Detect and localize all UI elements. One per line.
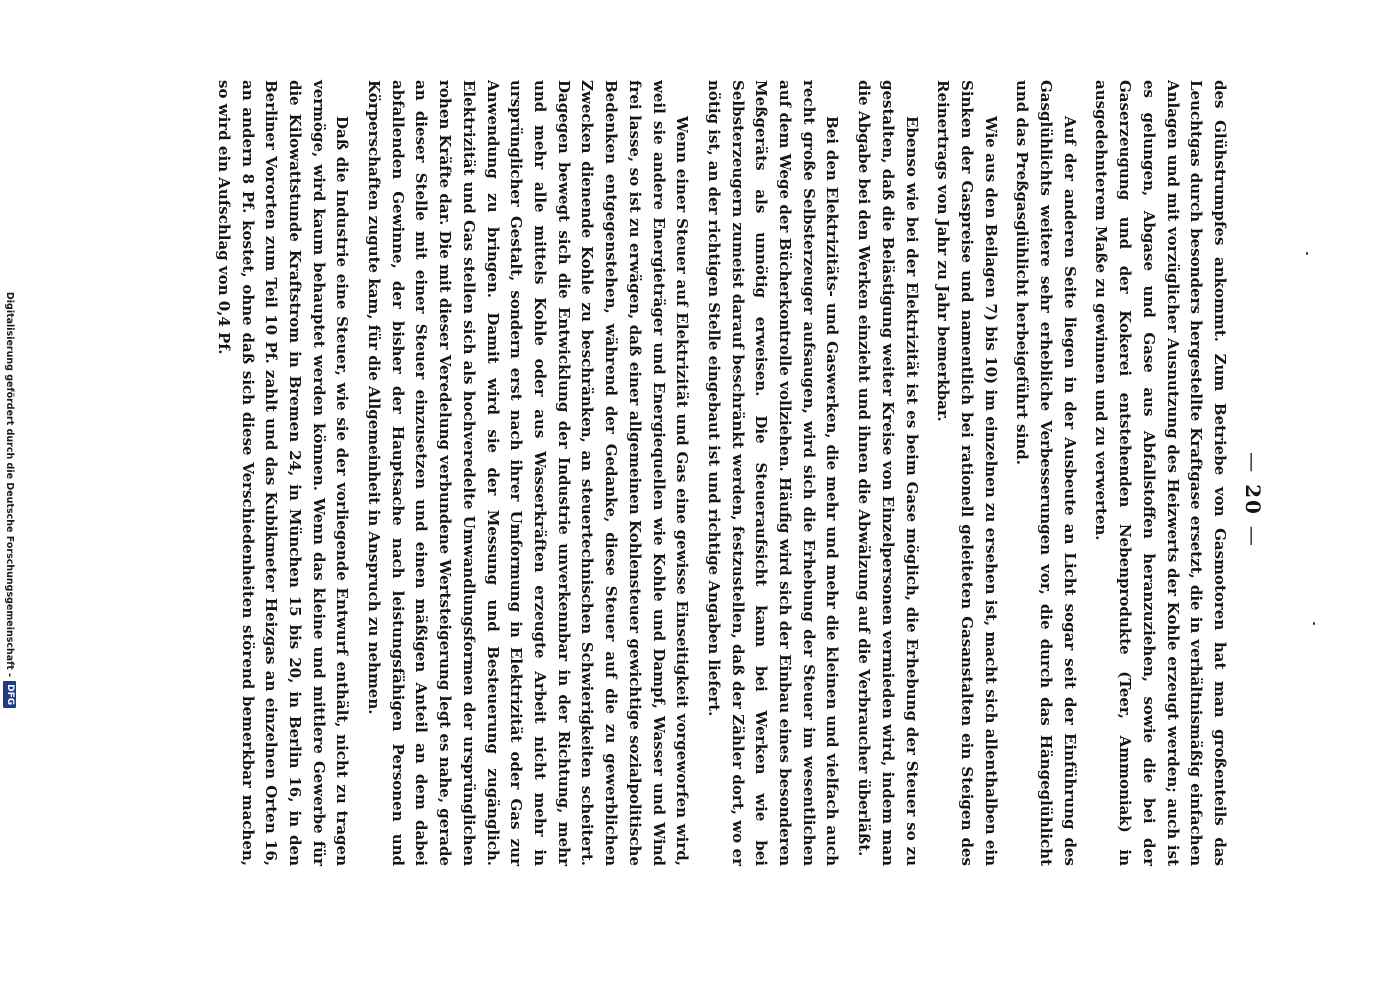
body-paragraph: Bei den Elektrizitäts- und Gaswerken, die mehr und mehr die kleinen und vielfach auch recht große Selbsterzeuger aufsaugen, wird sich die Erhebung der Steuer im wesentlichen auf dem Wege der Bücherkontrolle vollziehen. Häufig wird sich der Einbau eines besonderen Meßgeräts als unnötig erweisen. Die Steueraufsicht kann bei Werken wie bei Selbsterzeugern zumeist darauf beschränkt werden, festzustellen, daß der Zähler dort, wo er nötig ist, an der richtigen Stelle eingebaut ist und richtige Angaben liefert. xyxy=(704,80,842,866)
document-body xyxy=(203,80,1231,866)
digitization-credit-text: Digitalisierung gefördert durch die Deutsche Forschungsgemeinschaft - xyxy=(4,291,16,678)
digitization-credit xyxy=(0,0,20,1000)
body-paragraph: Wie aus den Beilagen 7) bis 10) im einzelnen zu ersehen ist, macht sich allenthalben ein Sinken der Gaspreise und namentlich bei rationell geleiteten Gasanstalten ein Steigen des Reinertrags von Jahr zu Jahr bemerkbar. xyxy=(934,80,1000,866)
body-paragraph: Wenn einer Steuer auf Elektrizität und Gas eine gewisse Einseitigkeit vorgeworfen wird, weil sie andere Energieträger und Energiequellen wie Kohle und Dampf, Wasser und Wind frei lasse, so ist zu erwägen, daß einer allgemeinen Kohlensteuer gewichtige sozialpolitische Bedenken entgegenstehen, während der Gedanke, diese Steuer auf die zu gewerblichen Zwecken dienende Kohle zu beschränken, an steuertechnischen Schwierigkeiten scheitert. Dagegen bewegt sich die Entwicklung der Industrie unverkennbar in der Richtung, mehr und mehr alle mittels Kohle oder aus Wasserkräften erzeugte Arbeit nicht mehr in ursprünglicher Gestalt, sondern erst nach ihrer Umformung in Elektrizität oder Gas zur Anwendung zu bringen. Damit wird sie der Messung und Besteuerung zugänglich. Elektrizität und Gas stellen sich als hochveredelte Umwandlungsformen der ursprünglichen rohen Kräfte dar. Die mit dieser Veredelung verbundene Wertsteigerung legt es nahe, gerade an dieser Stelle mit einer Steuer einzusetzen und einen mäßigen Anteil an dem dabei abfallenden Gewinne, der bisher der Hauptsache nach leistungsfähigen Personen und Körperschaften zugute kam, für die Allgemeinheit in Anspruch zu nehmen. xyxy=(365,80,692,866)
dfg-logo: DFG xyxy=(4,681,17,708)
page-number-dash-right: — xyxy=(1241,525,1265,548)
body-paragraph: Daß die Industrie eine Steuer, wie sie der vorliegende Entwurf enthält, nicht zu tragen vermöge, wird kaum behauptet werden können. Wenn das kleine und mittlere Gewerbe für die Kilowattstunde Kraftstrom in Bremen 24, in München 15 bis 20, in Berlin 16, in den Berliner Vororten zum Teil 10 Pf. zahlt und das Kubikmeter Heizgas an einzelnen Orten 16, an andern 8 Pf. kostet, ohne daß sich diese Verschiedenheiten störend bemerkbar machen, so wird ein Aufschlag von 0,4 Pf. xyxy=(214,80,352,866)
page-number-dash-left: — xyxy=(1241,452,1265,475)
page-number: 20 xyxy=(1241,484,1265,516)
body-paragraph: Ebenso wie bei der Elektrizität ist es beim Gase möglich, die Erhebung der Steuer so zu gestalten, daß die Belästigung weiter Kreise von Einzelpersonen vermieden wird, indem man die Abgabe bei den Werken einzieht und ihnen die Abwälzung auf die Verbraucher überläßt. xyxy=(855,80,921,866)
body-paragraph: des Glühstrumpfes ankommt. Zum Betriebe von Gasmotoren hat man großenteils das Leuchtgas durch besonders hergestellte Kraftgase ersetzt, die in verhältnismäßig einfachen Anlagen und mit vorzüglicher Ausnutzung des Heizwerts der Kohle erzeugt werden; auch ist es gelungen, Abgase und Gase aus Abfallstoffen heranzuziehen, sowie die bei der Gaserzeugung und der Kokerei entstehenden Nebenprodukte (Teer, Ammoniak) in ausgedehnterem Maße zu gewinnen und zu verwerten. xyxy=(1092,80,1229,866)
scan-speck xyxy=(1313,622,1315,625)
scan-speck xyxy=(1306,252,1308,255)
body-paragraph: Auf der anderen Seite liegen in der Ausbeute an Licht sogar seit der Einführung des Gasglühlichts weitere sehr erhebliche Verbesserungen vor, die durch das Hängeglühlicht und das Preßgasglühlicht herbeigeführt sind. xyxy=(1013,80,1079,866)
page-number-header xyxy=(1241,0,1265,1000)
